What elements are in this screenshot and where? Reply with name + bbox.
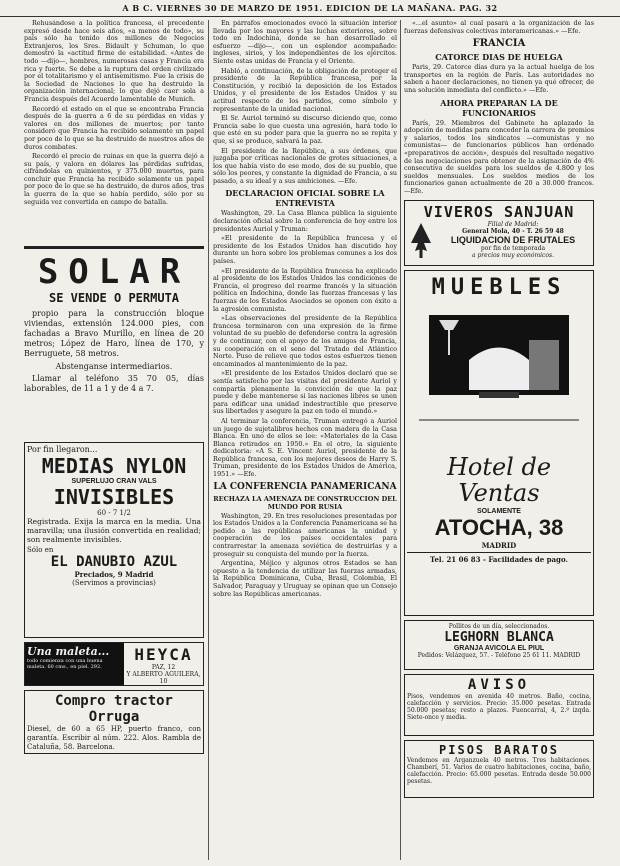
hotel-tel: Tel. 21 06 83 - Facilidades de pago. [407, 552, 591, 564]
paragraph: »El presidente de los Estados Unidos declaró que se sentía satisfecho por las visitas del presidente Auriol y compartía plenamente la convicción de que la paz puede y debe mantenerse si las naciones libres se unen para edificar una unidad indestructible que preserve sus libertades y asegure la paz en todo el mundo.» [213, 369, 397, 416]
paragraph: Washington, 29. La Casa Blanca pública la siguiente declaración oficial sobre la conferencia de hoy entre los presidentes Auriol y Truman: [213, 209, 397, 233]
hotel-title: Hotel de Ventas [446, 452, 552, 507]
medias-title: MEDIAS NYLON [41, 454, 187, 478]
article-continuation [24, 20, 204, 242]
tractor-body: Diesel, de 60 a 65 HP, puerto franco, con garantía. Escribir al núm. 222. Alos. Rambla de Cataluña, 58. Barcelona. [27, 725, 201, 751]
paragraph: «El presidente de la República francesa y el presidente de los Estados Unidos han discutido hoy durante un hora sobre los problemas comunes a los dos países. [213, 234, 397, 266]
tree-trunk [420, 249, 423, 258]
viveros-big: LIQUIDACION DE FRUTALES [450, 234, 576, 245]
leghorn-ad [404, 620, 594, 670]
heyca-addr2: Y ALBERTO AGUILERA, 10 [126, 671, 201, 685]
tree-icon [407, 221, 435, 259]
maleta-title: Una maleta... [27, 645, 110, 658]
chair-base [479, 392, 519, 398]
leghorn-title: LEGHORN BLANCA [444, 629, 554, 645]
cabinet [529, 340, 559, 390]
medias-solo: Sólo en [27, 546, 54, 554]
paragraph: »Las observaciones del presidente de la República francesa terminaron con una expresión de la firme voluntad de su pueblo de defenderse contra la agresión y de continuar, con el apoyo de los amigos de Francia, su cooperación en el seno del Tratado del Atlántico Norte. Puso de relieve que todos estos esfuerzos tienen encaminados al mantenimiento de la paz. [213, 314, 397, 368]
pisos-body: Vendemos en Arganzuela 40 metros. Tres habitaciones. Chamberí, 51. Varios de cuatro habitaciones, cocina, baño, calefacción. Precio: 65.000 pesetas. Entrada desde 50.000 pesetas. [407, 756, 591, 785]
medias-ship: (Servimos a provincias) [72, 579, 156, 587]
hotel-solamente: SOLAMENTE [477, 507, 521, 515]
leghorn-farm: GRANJA AVICOLA EL PIUL [453, 644, 545, 652]
subheadline-rusia: RECHAZA LA AMENAZA DE CONSTRUCCION DEL MUNDO POR RUSIA [213, 494, 397, 511]
paragraph: Paris, 29. Catorce días dura ya la actual huelga de los transportes en la región de París. Las autoridades no saben a hacer declaraciones, no tienen ya qué ofrecer, de una solución inmediata del conflicto.» —Efe. [404, 63, 594, 94]
hotel-addr: ATOCHA, 38 [434, 514, 564, 540]
viveros-price: a precios muy económicos. [471, 251, 555, 259]
paragraph: Recordó el precio de ruinas en que la guerra dejó a su país, y valora en dólares las pérdidas sufridas, cifrándolas en quinientos, y 375.000 muertos, para concluir que Francia ha recibido solamente un papel por poco de lo que se ha destruido, de duros años, tras la guerra de la que se había perdido, sólo por su seguida vez convertida en campo de batalla. [24, 152, 204, 206]
maleta-small: todo comienza con una buena maleta. 60 cms., en piel. 292. [27, 658, 103, 670]
column-center [213, 20, 397, 860]
muebles-hotel-ad [404, 270, 594, 616]
solar-body: propio para la construcción bloque viviendas, extensión 124.000 pies, con fachadas a Bravo Murillo, en línea de 20 metros; López de Haro, línea de 170, y Berruguete, 58 metros. [24, 309, 204, 358]
medias-sub: SUPERLUJO CRAN VALS [71, 478, 157, 485]
paragraph: Washington, 29. En tres resoluciones presentadas por los Estados Unidos a la Conferencia Panamericana se ha pedido a las repúblicas americanas la unidad y cooperación de los países occidentales para contrarrestar la amenaza soviética de destruirlas y a proseguir su conquista del mundo por la fuerza. [213, 511, 397, 558]
column-divider [400, 20, 401, 860]
aviso-body: Pisos, vendemos en avenida 40 metros. Baño, cocina, calefacción y servicios. Precio: 35.000 pesetas. Entrada 50.000 pesetas; resto a plazos. Fuencarral, 4, 2.º izqda. Siete-once y media. [407, 692, 591, 721]
headline-declaracion: DECLARACION OFICIAL SOBRE LA ENTREVISTA [225, 188, 385, 209]
headline-francia: FRANCIA [472, 38, 526, 50]
medias-intro: Por fin llegaron... [27, 445, 98, 454]
heyca-brand: HEYCA [134, 645, 193, 664]
leghorn-addr: Pedidos: Velázquez, 57. - Teléfono 25 61 11. MADRID [417, 651, 581, 659]
viveros-text [435, 221, 591, 259]
viveros-addr: General Mola, 40 - T. 26 59 48 [462, 227, 564, 235]
heyca-addr1: PAZ, 12 [151, 664, 176, 671]
paragraph: Argentina, Méjico y algunos otros Estados se han opuesto a la tendencia de utilizar las fuerzas armadas, la República Dominicana, Cuba, Brasil, Colombia, El Salvador, Paraguay y Uruguay se opinan que un Consejo sobre las Repúblicas americanas. [213, 559, 397, 598]
pisos-ad [404, 740, 594, 798]
paragraph: Rehusándose a la política francesa, el precedente expresó desde hace seis años, «a menos de todo», su país sólo ha tenido dos millones de Negocios Extranjeros, los Sres. Bidault y Schuman, lo que demostró la «actitud firme de estabilidad. «Antes de todo —dijo—, hombres, numerosas casas y Francia era rica y fuerte. Se debe a la ruptura del orden civilizado por el totalitarismo y el antisemitismo. Fue la crisis de la Sociedad de Naciones lo que ha destruido la organización internacional; lo que dejó caer sola a Francia después del Acuerdo lamentable de Munich. [24, 20, 204, 103]
pisos-title: PISOS BARATOS [439, 742, 559, 757]
paragraph: »El presidente de la República francesa ha explicado al presidente de los Estados Unidos las condiciones de Francia, el progreso del rearme francés y la situación política en Indochina, donde las fuerzas francesas y las fuerzas de los Estados Asociados se oponen con éxito a la agresión comunista. [213, 266, 397, 313]
paragraph: El presidente de la República, a sus órdenes, que juzgaba por críticas nacionales de grotes situaciones, a los que había visto de ese modo, dos de su pueblo, que sólo los peores, y constante la dignidad de Francia, a su pasado, a su ideal y a sus ambiciones. —Efe. [213, 146, 397, 185]
solar-title: SOLAR [37, 253, 191, 292]
furniture-illustration [409, 300, 589, 450]
column-right [404, 20, 594, 860]
viveros-title: VIVEROS SANJUAN [423, 202, 575, 221]
paragraph: El Sr. Auriol terminó su discurso diciendo que, como Francia sabe lo que cuesta una agresión, hará todo lo que esté en su poder para que la guerra no se repita y que, si se produce, salvará la paz. [213, 114, 397, 145]
solar-ad [24, 253, 204, 438]
medias-body: Registrada. Exija la marca en la media. Una maravilla; una ilusión convertida en realidad; son realmente invisibles. [27, 517, 201, 544]
tree-shape [411, 223, 431, 251]
page-header: A B C. VIERNES 30 DE MARZO DE 1951. EDICION DE LA MAÑANA. PAG. 32 [0, 0, 620, 17]
paragraph: Al terminar la conferencia, Truman entregó a Auriol un juego de sujetalibros hechos con madera de la Casa Blanca. En uno de ellos se lee: «Materiales de la Casa Blanca retirados en 1950.» En el otro, la siguiente dedicatoria: «A S. E. Vincent Auriol, presidente de la República francesa, con los mejores deseos de Harry S. Truman, presidente de los Estados Unidos de América, 1951.» —Efe. [213, 416, 397, 479]
column-left [24, 20, 204, 758]
headline-funcionarios: AHORA PREPARAN LA DE FUNCIONARIOS [440, 97, 558, 118]
hotel-city: MADRID [481, 540, 517, 550]
viveros-sub: Filial de Madrid: [487, 220, 539, 228]
headline-huelga: CATORCE DIAS DE HUELGA [435, 52, 563, 63]
solar-note: Abstenganse intermediarios. [55, 362, 173, 371]
medias-size: 60 - 7 1/2 [97, 509, 131, 517]
solar-contact: Llamar al teléfono 35 70 05, días laborables, de 11 a 1 y de 4 a 7. [24, 374, 204, 393]
medias-ad [24, 442, 204, 638]
tractor-ad [24, 690, 204, 754]
divider [24, 246, 204, 249]
paragraph: París, 29. Miembros del Gabinete ha aplazado la adopción de medidas para conceder la carrera de premios y salarios, todos los sindicatos —comunistas y no comunistas— de funcionarios públicos han ordenado «preparativos de acción», después del resultado negativo de las negociaciones para obtener de la asignación de 4% consecutiva de sueldos para los sueldos de 4.800 y los sueldos mensuales. Los sueldos medios de los funcionarios ganan actualmente de 20 a 30.000 francos. —Efe. [404, 118, 594, 195]
maleta-ad [24, 642, 204, 686]
tractor-title: Compro tractor Orruga [54, 693, 173, 725]
paragraph: «...el asunto» al cual pasará a la organización de las fuerzas defensivas colectivas interamericanas.» —Efe. [404, 20, 594, 35]
medias-big: INVISIBLES [53, 485, 175, 509]
headline-panamericana: LA CONFERENCIA PANAMERICANA [213, 481, 397, 492]
aviso-title: AVISO [467, 676, 531, 693]
viveros-row [407, 221, 591, 259]
medias-addr: Preciados, 9 Madrid [74, 570, 154, 579]
medias-store: EL DANUBIO AZUL [50, 554, 178, 570]
muebles-title: MUEBLES [431, 274, 567, 300]
column-divider [208, 20, 209, 860]
paragraph: En párrafos emocionados evocó la situación interior llevada por los mayores y las luchas exteriores, sobre todo en Indochina, donde se han desarrollado el esfuerzo —dijo—, con un esplendor acompañado: ingleses, sirios, y los independientes de los ejércitos. Siente estas unidas de Francia y el Oriente. [213, 20, 397, 65]
viveros-note: por fin de temporada [480, 244, 546, 252]
armchair [469, 347, 529, 390]
paragraph: Habló, a continuación, de la obligación de proteger el presidente de la República francesa, por la Constitución, y recibió la deposición de los Estados Unidos, y el presidente de los Estados Unidos y su actitud respecto de los partidos, como símbolo y representante de la unidad nacional. [213, 66, 397, 113]
viveros-ad [404, 200, 594, 266]
maleta-right [124, 643, 203, 685]
solar-subtitle: SE VENDE O PERMUTA [48, 291, 180, 305]
maleta-left [25, 643, 124, 685]
aviso-ad [404, 674, 594, 736]
leghorn-intro: Pollitos de un día, seleccionados. [448, 622, 550, 630]
paragraph: Recordó el estado en el que se encontraba Francia después de la guerra a 6 de su pérdidas en vidas y valores en dos millones de muertos; por tanto consideró que Francia ha recibido solamente un papel por poco de lo que se ha destruido de nuestros años de duros combates. [24, 104, 204, 151]
